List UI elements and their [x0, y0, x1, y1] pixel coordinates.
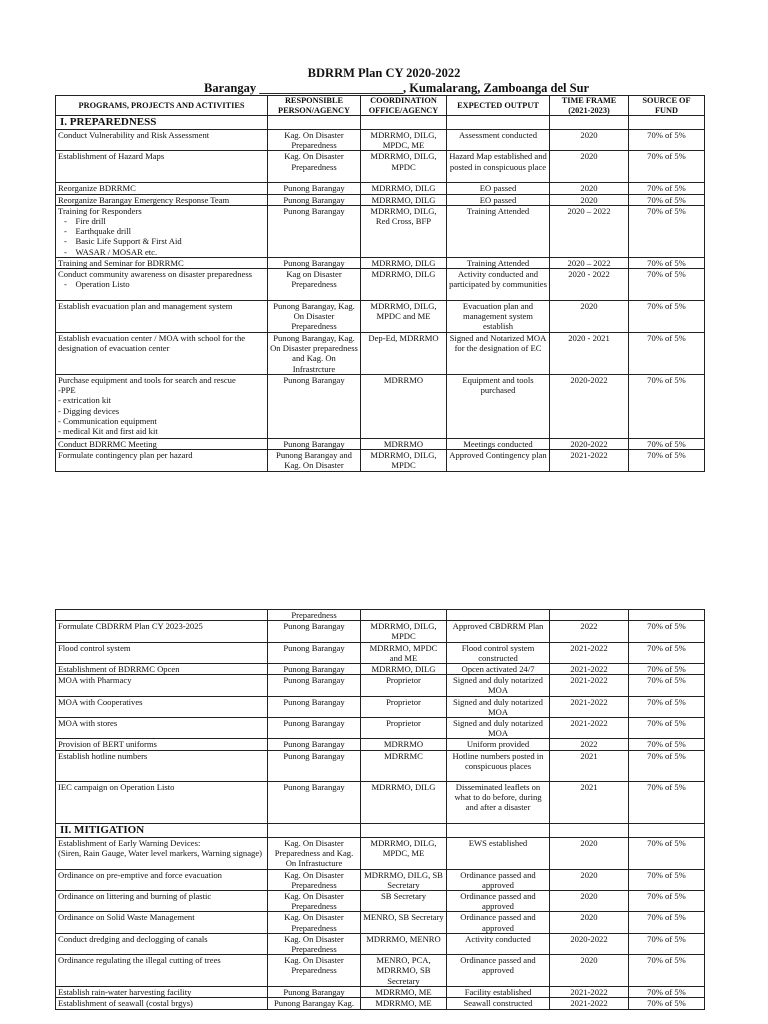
responsible-cell: Punong Barangay	[268, 257, 361, 268]
expected-output-cell: Training Attended	[447, 257, 550, 268]
expected-output-cell: Ordinance passed and approved	[447, 955, 550, 987]
source-of-fund-cell: 70% of 5%	[629, 998, 705, 1009]
expected-output-cell: Opcen activated 24/7	[447, 664, 550, 675]
expected-output-cell: Flood control system constructed	[447, 642, 550, 663]
coordination-cell: MDRRMO, DILG	[361, 183, 447, 194]
coordination-cell: MDRRMO, ME	[361, 998, 447, 1009]
source-of-fund-cell: 70% of 5%	[629, 439, 705, 450]
responsible-cell: Punong Barangay and Kag. On Disaster	[268, 450, 361, 471]
source-of-fund-cell: 70% of 5%	[629, 781, 705, 823]
source-of-fund-cell: 70% of 5%	[629, 621, 705, 642]
coordination-cell: MDRRMO, DILG	[361, 194, 447, 205]
time-frame-cell: 2021	[550, 781, 629, 823]
time-frame-cell: 2021-2022	[550, 718, 629, 739]
activity-cell: Ordinance regulating the illegal cutting of trees	[56, 955, 268, 987]
time-frame-cell: 2020 – 2022	[550, 257, 629, 268]
expected-output-cell: EWS established	[447, 837, 550, 869]
time-frame-cell: 2020	[550, 891, 629, 912]
activity-cell: Formulate CBDRRM Plan CY 2023-2025	[56, 621, 268, 642]
table-row	[56, 439, 705, 450]
responsible-cell: Kag. On Disaster Preparedness	[268, 130, 361, 151]
source-of-fund-cell: 70% of 5%	[629, 450, 705, 471]
sub-activity-item: - Fire drill	[78, 216, 265, 226]
expected-output-cell: Hazard Map established and posted in conspicuous place	[447, 151, 550, 183]
responsible-cell: Kag. On Disaster Preparedness	[268, 869, 361, 890]
expected-output-cell: Assessment conducted	[447, 130, 550, 151]
time-frame-cell: 2020-2022	[550, 375, 629, 439]
coordination-cell: MENRO, PCA, MDRRMO, SB Secretary	[361, 955, 447, 987]
responsible-cell: Punong Barangay Kag.	[268, 998, 361, 1009]
expected-output-cell: Seawall constructed	[447, 998, 550, 1009]
responsible-cell: Punong Barangay	[268, 750, 361, 781]
coordination-cell: MDRRMO, DILG, MPDC	[361, 151, 447, 183]
expected-output-cell: Ordinance passed and approved	[447, 869, 550, 890]
coordination-cell: MDRRMO, DILG, MPDC	[361, 621, 447, 642]
coordination-cell: MDRRMO, DILG, Red Cross, BFP	[361, 205, 447, 257]
activity-cell: Reorganize BDRRMC	[56, 183, 268, 194]
responsible-cell: Kag. On Disaster Preparedness	[268, 955, 361, 987]
responsible-cell: Punong Barangay	[268, 375, 361, 439]
table-row	[56, 205, 705, 257]
activity-cell: Establish rain-water harvesting facility	[56, 987, 268, 998]
table-row	[56, 257, 705, 268]
responsible-cell: Kag. On Disaster Preparedness	[268, 933, 361, 954]
expected-output-cell: Ordinance passed and approved	[447, 891, 550, 912]
table-row	[56, 739, 705, 750]
source-of-fund-cell: 70% of 5%	[629, 333, 705, 375]
responsible-cell: Punong Barangay, Kag. On Disaster preparedness and Kag. On Infrastrcture	[268, 333, 361, 375]
time-frame-cell: 2020	[550, 301, 629, 333]
responsible-cell: Punong Barangay	[268, 205, 361, 257]
page-subtitle: Barangay _______________________, Kumalarang, Zamboanga del Sur	[204, 81, 590, 95]
time-frame-cell: 2020	[550, 912, 629, 933]
source-of-fund-cell: 70% of 5%	[629, 869, 705, 890]
source-of-fund-cell: 70% of 5%	[629, 933, 705, 954]
coordination-cell: MDRRMO, DILG, SB Secretary	[361, 869, 447, 890]
expected-output-cell: Ordinance passed and approved	[447, 912, 550, 933]
activity-cell: Reorganize Barangay Emergency Response Team	[56, 194, 268, 205]
time-frame-cell: 2021-2022	[550, 664, 629, 675]
source-of-fund-cell: 70% of 5%	[629, 205, 705, 257]
source-of-fund-cell: 70% of 5%	[629, 269, 705, 301]
responsible-cell: Punong Barangay, Kag. On Disaster Preparedness	[268, 301, 361, 333]
header-source-of-fund: SOURCE OF FUND	[629, 96, 705, 116]
responsible-cell: Kag on Disaster Preparedness	[268, 269, 361, 301]
source-of-fund-cell: 70% of 5%	[629, 301, 705, 333]
expected-output-cell: Approved CBDRRM Plan	[447, 621, 550, 642]
sub-activity-item: - Operation Listo	[78, 279, 265, 289]
activity-cell: MOA with Cooperatives	[56, 696, 268, 717]
table-row	[56, 642, 705, 663]
coordination-cell: MDRRMO	[361, 439, 447, 450]
coordination-cell: MDRRMO, MENRO	[361, 933, 447, 954]
activity-cell: MOA with Pharmacy	[56, 675, 268, 696]
time-frame-cell: 2021-2022	[550, 987, 629, 998]
activity-cell: Establishment of seawall (costal brgys)	[56, 998, 268, 1009]
source-of-fund-cell: 70% of 5%	[629, 151, 705, 183]
responsible-cell: Kag. On Disaster Preparedness	[268, 151, 361, 183]
source-of-fund-cell: 70% of 5%	[629, 642, 705, 663]
table-row	[56, 664, 705, 675]
responsible-cell: Punong Barangay	[268, 696, 361, 717]
expected-output-cell: Uniform provided	[447, 739, 550, 750]
source-of-fund-cell: 70% of 5%	[629, 675, 705, 696]
time-frame-cell: 2020 - 2022	[550, 269, 629, 301]
coordination-cell: MDRRMO, DILG, MPDC and ME	[361, 301, 447, 333]
activity-cell: Establish hotline numbers	[56, 750, 268, 781]
expected-output-cell: Equipment and tools purchased	[447, 375, 550, 439]
responsible-cell: Punong Barangay	[268, 664, 361, 675]
expected-output-cell: Signed and duly notarized MOA	[447, 718, 550, 739]
expected-output-cell: Disseminated leaflets on what to do before, during and after a disaster	[447, 781, 550, 823]
activity-cell: Establishment of BDRRMC Opcen	[56, 664, 268, 675]
activity-cell: IEC campaign on Operation Listo	[56, 781, 268, 823]
table-row	[56, 130, 705, 151]
responsible-cell: Punong Barangay	[268, 987, 361, 998]
responsible-cell: Punong Barangay	[268, 183, 361, 194]
time-frame-cell: 2021-2022	[550, 696, 629, 717]
carry-over-text: Preparedness	[268, 610, 361, 621]
time-frame-cell: 2020	[550, 194, 629, 205]
source-of-fund-cell: 70% of 5%	[629, 257, 705, 268]
responsible-cell: Punong Barangay	[268, 194, 361, 205]
time-frame-cell: 2021-2022	[550, 998, 629, 1009]
expected-output-cell: EO passed	[447, 183, 550, 194]
table-row	[56, 933, 705, 954]
coordination-cell: MDRRMO, DILG, MPDC	[361, 450, 447, 471]
activity-cell: Provision of BERT uniforms	[56, 739, 268, 750]
activity-cell: Flood control system	[56, 642, 268, 663]
sub-activity-item: - Earthquake drill	[78, 226, 265, 236]
coordination-cell: MDRRMO, DILG	[361, 269, 447, 301]
table-row	[56, 269, 705, 301]
table-row	[56, 891, 705, 912]
source-of-fund-cell: 70% of 5%	[629, 718, 705, 739]
source-of-fund-cell: 70% of 5%	[629, 664, 705, 675]
coordination-cell: SB Secretary	[361, 891, 447, 912]
table-row	[56, 333, 705, 375]
time-frame-cell: 2021-2022	[550, 450, 629, 471]
time-frame-cell: 2021	[550, 750, 629, 781]
expected-output-cell: Approved Contingency plan	[447, 450, 550, 471]
table-row	[56, 696, 705, 717]
activity-cell: Establishment of Hazard Maps	[56, 151, 268, 183]
table-row	[56, 450, 705, 471]
coordination-cell: MDRRMO, MPDC and ME	[361, 642, 447, 663]
source-of-fund-cell: 70% of 5%	[629, 987, 705, 998]
activity-cell: Formulate contingency plan per hazard	[56, 450, 268, 471]
activity-cell: Ordinance on littering and burning of plastic	[56, 891, 268, 912]
plan-table-page-2	[55, 609, 705, 1010]
table-row	[56, 621, 705, 642]
table-row	[56, 837, 705, 869]
expected-output-cell: Activity conducted	[447, 933, 550, 954]
activity-cell: Establish evacuation center / MOA with school for the designation of evacuation center	[56, 333, 268, 375]
time-frame-cell: 2020-2022	[550, 933, 629, 954]
sub-activity-item: - WASAR / MOSAR etc.	[78, 247, 265, 257]
expected-output-cell: Signed and duly notarized MOA	[447, 675, 550, 696]
responsible-cell: Punong Barangay	[268, 739, 361, 750]
activity-cell: Ordinance on Solid Waste Management	[56, 912, 268, 933]
responsible-cell: Punong Barangay	[268, 642, 361, 663]
responsible-cell: Kag. On Disaster Preparedness	[268, 912, 361, 933]
coordination-cell: MDRRMO, ME	[361, 987, 447, 998]
activity-cell: Conduct dredging and declogging of canals	[56, 933, 268, 954]
responsible-cell: Punong Barangay	[268, 718, 361, 739]
activity-cell: Training for Responders - Fire drill - Earthquake drill - Basic Life Support & First Aid - WASAR / MOSAR etc.	[56, 205, 268, 257]
responsible-cell: Punong Barangay	[268, 439, 361, 450]
page-title: BDRRM Plan CY 2020-2022	[307, 66, 461, 80]
coordination-cell: MDRRMO, DILG	[361, 781, 447, 823]
time-frame-cell: 2020	[550, 869, 629, 890]
table-row	[56, 151, 705, 183]
time-frame-cell: 2020	[550, 183, 629, 194]
source-of-fund-cell: 70% of 5%	[629, 696, 705, 717]
activity-cell: Establishment of Early Warning Devices: (Siren, Rain Gauge, Water level markers, Warning signage)	[56, 837, 268, 869]
responsible-cell: Kag. On Disaster Preparedness and Kag. On Infrastucture	[268, 837, 361, 869]
time-frame-cell: 2022	[550, 621, 629, 642]
expected-output-cell: EO passed	[447, 194, 550, 205]
table-row	[56, 912, 705, 933]
activity-cell: Purchase equipment and tools for search and rescue -PPE - extrication kit - Digging devices - Communication equipment - medical Kit and first aid kit	[56, 375, 268, 439]
table-row	[56, 375, 705, 439]
coordination-cell: MDRRMC	[361, 750, 447, 781]
section-mitigation: II. MITIGATION	[56, 823, 268, 837]
header-programs: PROGRAMS, PROJECTS AND ACTIVITIES	[56, 96, 268, 116]
coordination-cell: Proprietor	[361, 718, 447, 739]
expected-output-cell: Evacuation plan and management system establish	[447, 301, 550, 333]
time-frame-cell: 2020	[550, 151, 629, 183]
source-of-fund-cell: 70% of 5%	[629, 375, 705, 439]
coordination-cell: MDRRMO, DILG, MPDC, ME	[361, 130, 447, 151]
source-of-fund-cell: 70% of 5%	[629, 750, 705, 781]
table-row	[56, 301, 705, 333]
source-of-fund-cell: 70% of 5%	[629, 739, 705, 750]
time-frame-cell: 2021-2022	[550, 642, 629, 663]
section-row	[56, 823, 705, 837]
source-of-fund-cell: 70% of 5%	[629, 837, 705, 869]
expected-output-cell: Facility established	[447, 987, 550, 998]
header-expected-output: EXPECTED OUTPUT	[447, 96, 550, 116]
activity-cell: MOA with stores	[56, 718, 268, 739]
coordination-cell: Proprietor	[361, 675, 447, 696]
source-of-fund-cell: 70% of 5%	[629, 183, 705, 194]
coordination-cell: MDRRMO, DILG, MPDC, ME	[361, 837, 447, 869]
expected-output-cell: Meetings conducted	[447, 439, 550, 450]
time-frame-cell: 2020 - 2021	[550, 333, 629, 375]
responsible-cell: Punong Barangay	[268, 621, 361, 642]
coordination-cell: MDRRMO, DILG	[361, 664, 447, 675]
activity-cell: Conduct community awareness on disaster preparedness - Operation Listo	[56, 269, 268, 301]
expected-output-cell: Signed and Notarized MOA for the designation of EC	[447, 333, 550, 375]
header-responsible: RESPONSIBLE PERSON/AGENCY	[268, 96, 361, 116]
table-row	[56, 183, 705, 194]
activity-cell: Conduct BDRRMC Meeting	[56, 439, 268, 450]
source-of-fund-cell: 70% of 5%	[629, 912, 705, 933]
activity-cell: Training and Seminar for BDRRMC	[56, 257, 268, 268]
table-row	[56, 987, 705, 998]
table-row	[56, 998, 705, 1009]
header-time-frame: TIME FRAME (2021-2023)	[550, 96, 629, 116]
responsible-cell: Punong Barangay	[268, 781, 361, 823]
table-row	[56, 781, 705, 823]
table-row	[56, 750, 705, 781]
responsible-cell: Kag. On Disaster Preparedness	[268, 891, 361, 912]
header-coordination: COORDINATION OFFICE/AGENCY	[361, 96, 447, 116]
time-frame-cell: 2020	[550, 130, 629, 151]
time-frame-cell: 2021-2022	[550, 675, 629, 696]
time-frame-cell: 2022	[550, 739, 629, 750]
table-row	[56, 869, 705, 890]
activity-cell: Conduct Vulnerability and Risk Assessment	[56, 130, 268, 151]
expected-output-cell: Activity conducted and participated by communities	[447, 269, 550, 301]
coordination-cell: MENRO, SB Secretary	[361, 912, 447, 933]
table-row	[56, 194, 705, 205]
coordination-cell: MDRRMO, DILG	[361, 257, 447, 268]
time-frame-cell: 2020 – 2022	[550, 205, 629, 257]
table-row	[56, 955, 705, 987]
time-frame-cell: 2020	[550, 837, 629, 869]
sub-activity-item: - Basic Life Support & First Aid	[78, 236, 265, 246]
source-of-fund-cell: 70% of 5%	[629, 955, 705, 987]
time-frame-cell: 2020	[550, 955, 629, 987]
expected-output-cell: Training Attended	[447, 205, 550, 257]
table-row	[56, 675, 705, 696]
coordination-cell: MDRRMO	[361, 375, 447, 439]
source-of-fund-cell: 70% of 5%	[629, 891, 705, 912]
section-preparedness: I. PREPAREDNESS	[56, 116, 268, 130]
activity-cell: Ordinance on pre-emptive and force evacuation	[56, 869, 268, 890]
responsible-cell: Punong Barangay	[268, 675, 361, 696]
coordination-cell: MDRRMO	[361, 739, 447, 750]
expected-output-cell: Hotline numbers posted in conspicuous places	[447, 750, 550, 781]
coordination-cell: Proprietor	[361, 696, 447, 717]
plan-table-page-1	[55, 95, 705, 472]
coordination-cell: Dep-Ed, MDRRMO	[361, 333, 447, 375]
source-of-fund-cell: 70% of 5%	[629, 130, 705, 151]
table-row	[56, 718, 705, 739]
activity-cell: Establish evacuation plan and management system	[56, 301, 268, 333]
expected-output-cell: Signed and duly notarized MOA	[447, 696, 550, 717]
source-of-fund-cell: 70% of 5%	[629, 194, 705, 205]
time-frame-cell: 2020-2022	[550, 439, 629, 450]
